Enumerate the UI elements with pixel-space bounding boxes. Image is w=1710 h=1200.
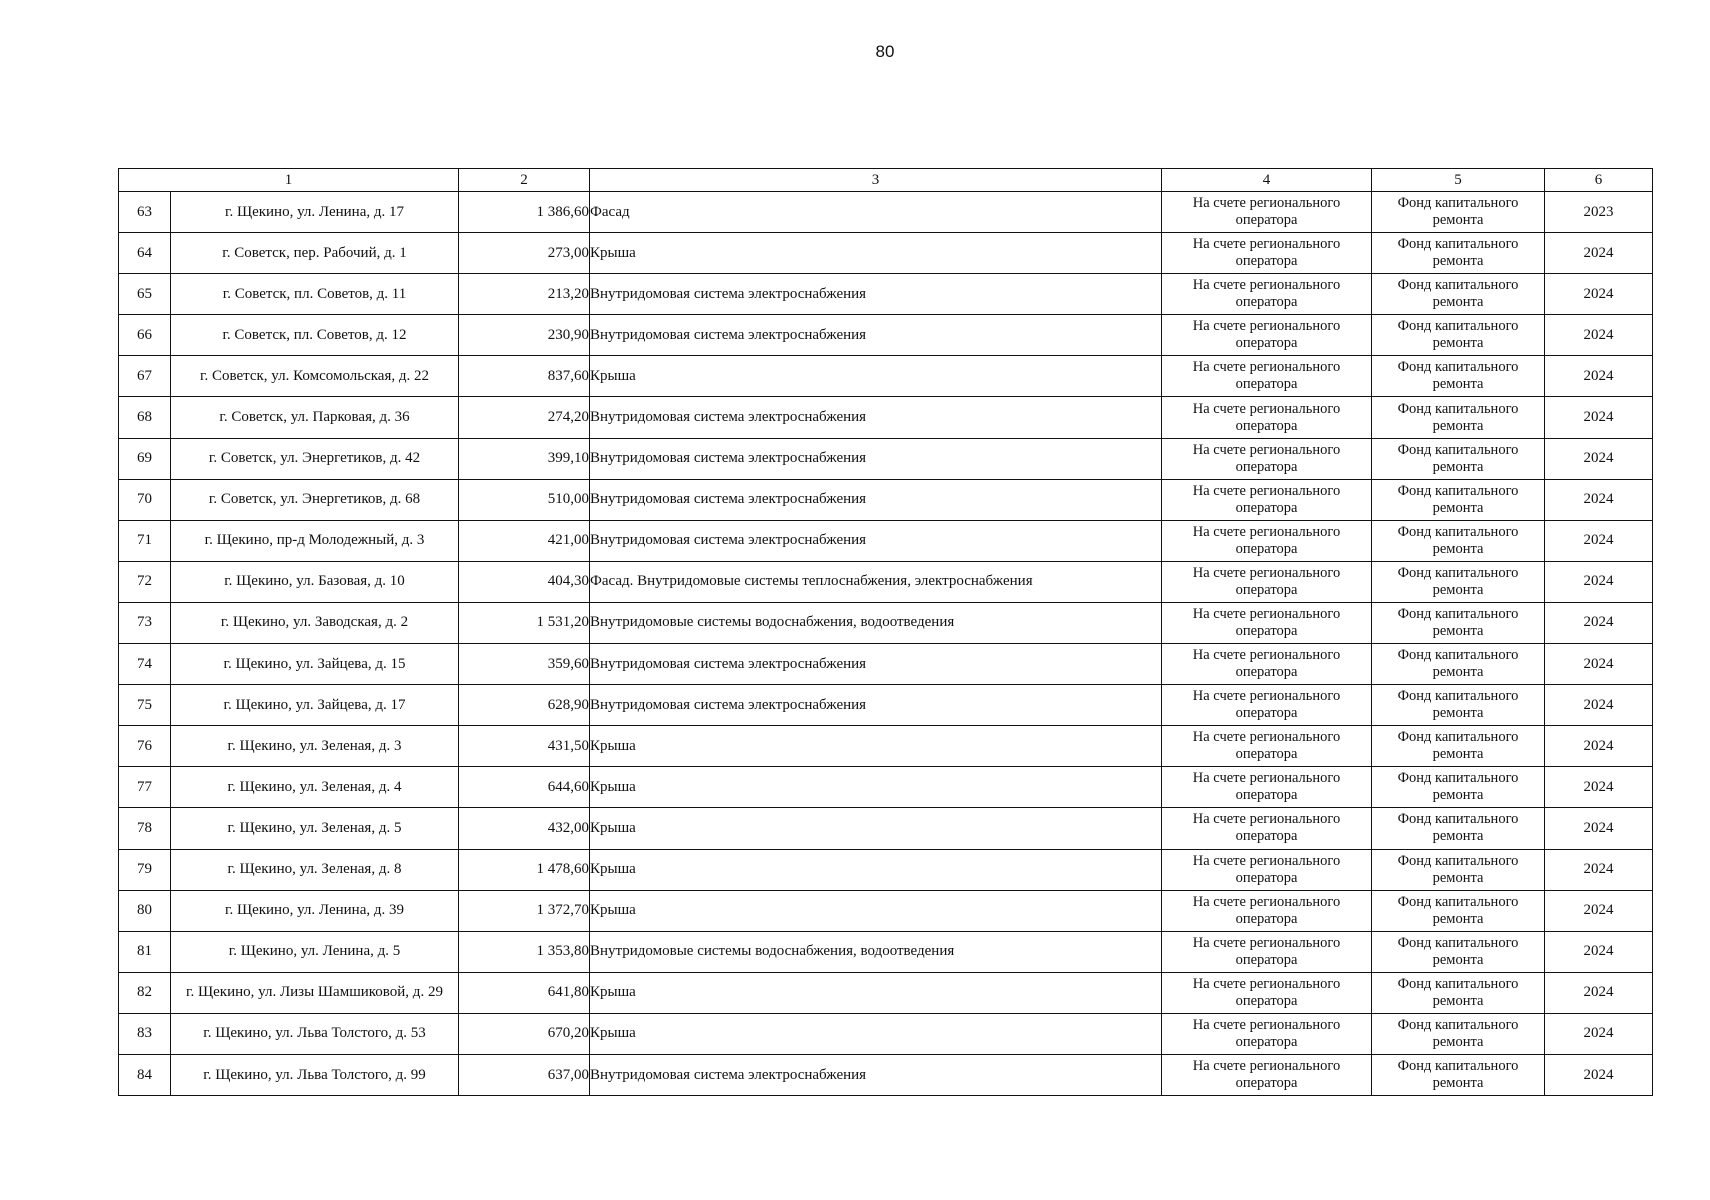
- source-line-1: Фонд капитального: [1397, 564, 1519, 581]
- table-row: [119, 356, 1653, 397]
- building-area: 637,00: [459, 1054, 590, 1095]
- repair-year: 2024: [1545, 397, 1653, 438]
- row-number: 81: [119, 931, 171, 972]
- building-area: 399,10: [459, 438, 590, 479]
- repair-work-type: Внутридомовая система электроснабжения: [590, 685, 1162, 726]
- repair-work-type: Внутридомовая система электроснабжения: [590, 520, 1162, 561]
- source-line-2: ремонта: [1432, 458, 1484, 475]
- repair-year: 2024: [1545, 561, 1653, 602]
- repair-year: 2024: [1545, 438, 1653, 479]
- fund-account-method: [1162, 1054, 1372, 1095]
- fund-account-method: [1162, 644, 1372, 685]
- funding-source: [1372, 479, 1545, 520]
- building-address: г. Советск, ул. Энергетиков, д. 68: [171, 479, 459, 520]
- building-address: г. Щекино, ул. Заводская, д. 2: [171, 602, 459, 643]
- repair-work-type: Крыша: [590, 972, 1162, 1013]
- funding-source: [1372, 233, 1545, 274]
- repair-year: 2024: [1545, 644, 1653, 685]
- repair-work-type: Крыша: [590, 767, 1162, 808]
- building-address: г. Щекино, ул. Базовая, д. 10: [171, 561, 459, 602]
- table-row: [119, 192, 1653, 233]
- building-area: 359,60: [459, 644, 590, 685]
- repair-year: 2023: [1545, 192, 1653, 233]
- source-line-2: ремонта: [1432, 910, 1484, 927]
- repair-program-table: [118, 168, 1653, 1096]
- fund-account-method: [1162, 890, 1372, 931]
- table-row: [119, 602, 1653, 643]
- source-line-2: ремонта: [1432, 1075, 1484, 1092]
- repair-work-type: Внутридомовая система электроснабжения: [590, 274, 1162, 315]
- building-area: 1 353,80: [459, 931, 590, 972]
- repair-year: 2024: [1545, 479, 1653, 520]
- account-line-1: На счете регионального: [1192, 564, 1341, 581]
- building-address: г. Щекино, ул. Зеленая, д. 8: [171, 849, 459, 890]
- repair-work-type: Крыша: [590, 233, 1162, 274]
- column-number-4: 4: [1162, 169, 1372, 192]
- fund-account-method: [1162, 602, 1372, 643]
- column-number-row: [119, 169, 1653, 192]
- building-area: 628,90: [459, 685, 590, 726]
- account-line-1: На счете регионального: [1192, 400, 1341, 417]
- repair-year: 2024: [1545, 767, 1653, 808]
- table-row: [119, 808, 1653, 849]
- row-number: 66: [119, 315, 171, 356]
- repair-work-type: Внутридомовые системы водоснабжения, водоотведения: [590, 602, 1162, 643]
- account-line-1: На счете регионального: [1192, 523, 1341, 540]
- funding-source: [1372, 972, 1545, 1013]
- building-address: г. Советск, пл. Советов, д. 12: [171, 315, 459, 356]
- row-number: 72: [119, 561, 171, 602]
- building-area: 273,00: [459, 233, 590, 274]
- account-line-2: оператора: [1235, 212, 1298, 229]
- source-line-1: Фонд капитального: [1397, 318, 1519, 335]
- fund-account-method: [1162, 397, 1372, 438]
- column-number-6: 6: [1545, 169, 1653, 192]
- repair-work-type: Фасад. Внутридомовые системы теплоснабжения, электроснабжения: [590, 561, 1162, 602]
- row-number: 84: [119, 1054, 171, 1095]
- source-line-2: ремонта: [1432, 376, 1484, 393]
- source-line-2: ремонта: [1432, 212, 1484, 229]
- account-line-1: На счете регионального: [1192, 277, 1341, 294]
- repair-work-type: Крыша: [590, 849, 1162, 890]
- table-row: [119, 397, 1653, 438]
- building-area: 644,60: [459, 767, 590, 808]
- building-address: г. Щекино, ул. Зайцева, д. 15: [171, 644, 459, 685]
- funding-source: [1372, 602, 1545, 643]
- row-number: 83: [119, 1013, 171, 1054]
- repair-work-type: Внутридомовая система электроснабжения: [590, 644, 1162, 685]
- building-address: г. Щекино, ул. Ленина, д. 5: [171, 931, 459, 972]
- funding-source: [1372, 644, 1545, 685]
- table-row: [119, 931, 1653, 972]
- source-line-1: Фонд капитального: [1397, 811, 1519, 828]
- table-row: [119, 1013, 1653, 1054]
- source-line-1: Фонд капитального: [1397, 893, 1519, 910]
- fund-account-method: [1162, 931, 1372, 972]
- account-line-1: На счете регионального: [1192, 1016, 1341, 1033]
- funding-source: [1372, 726, 1545, 767]
- row-number: 80: [119, 890, 171, 931]
- building-area: 432,00: [459, 808, 590, 849]
- source-line-2: ремонта: [1432, 499, 1484, 516]
- source-line-2: ремонта: [1432, 705, 1484, 722]
- table-row: [119, 274, 1653, 315]
- funding-source: [1372, 438, 1545, 479]
- fund-account-method: [1162, 438, 1372, 479]
- fund-account-method: [1162, 726, 1372, 767]
- account-line-1: На счете регионального: [1192, 1058, 1341, 1075]
- repair-year: 2024: [1545, 890, 1653, 931]
- account-line-1: На счете регионального: [1192, 975, 1341, 992]
- source-line-1: Фонд капитального: [1397, 852, 1519, 869]
- source-line-1: Фонд капитального: [1397, 605, 1519, 622]
- building-area: 1 386,60: [459, 192, 590, 233]
- row-number: 78: [119, 808, 171, 849]
- source-line-1: Фонд капитального: [1397, 236, 1519, 253]
- source-line-1: Фонд капитального: [1397, 1058, 1519, 1075]
- account-line-2: оператора: [1235, 458, 1298, 475]
- account-line-2: оператора: [1235, 294, 1298, 311]
- account-line-1: На счете регионального: [1192, 647, 1341, 664]
- table-row: [119, 315, 1653, 356]
- repair-year: 2024: [1545, 726, 1653, 767]
- repair-year: 2024: [1545, 233, 1653, 274]
- building-area: 404,30: [459, 561, 590, 602]
- account-line-2: оператора: [1235, 540, 1298, 557]
- building-address: г. Щекино, ул. Ленина, д. 39: [171, 890, 459, 931]
- source-line-2: ремонта: [1432, 664, 1484, 681]
- source-line-2: ремонта: [1432, 294, 1484, 311]
- repair-year: 2024: [1545, 602, 1653, 643]
- fund-account-method: [1162, 685, 1372, 726]
- building-area: 1 478,60: [459, 849, 590, 890]
- source-line-2: ремонта: [1432, 540, 1484, 557]
- funding-source: [1372, 315, 1545, 356]
- account-line-2: оператора: [1235, 335, 1298, 352]
- row-number: 75: [119, 685, 171, 726]
- account-line-1: На счете регионального: [1192, 482, 1341, 499]
- column-number-5: 5: [1372, 169, 1545, 192]
- row-number: 64: [119, 233, 171, 274]
- building-area: 837,60: [459, 356, 590, 397]
- fund-account-method: [1162, 356, 1372, 397]
- source-line-2: ремонта: [1432, 581, 1484, 598]
- table-row: [119, 726, 1653, 767]
- account-line-2: оператора: [1235, 417, 1298, 434]
- source-line-1: Фонд капитального: [1397, 359, 1519, 376]
- account-line-2: оператора: [1235, 581, 1298, 598]
- row-number: 77: [119, 767, 171, 808]
- account-line-1: На счете регионального: [1192, 811, 1341, 828]
- repair-year: 2024: [1545, 274, 1653, 315]
- table-row: [119, 972, 1653, 1013]
- repair-year: 2024: [1545, 849, 1653, 890]
- account-line-2: оператора: [1235, 622, 1298, 639]
- account-line-2: оператора: [1235, 746, 1298, 763]
- funding-source: [1372, 1013, 1545, 1054]
- building-address: г. Щекино, ул. Ленина, д. 17: [171, 192, 459, 233]
- row-number: 67: [119, 356, 171, 397]
- funding-source: [1372, 808, 1545, 849]
- source-line-2: ремонта: [1432, 622, 1484, 639]
- fund-account-method: [1162, 972, 1372, 1013]
- funding-source: [1372, 849, 1545, 890]
- row-number: 76: [119, 726, 171, 767]
- account-line-2: оператора: [1235, 787, 1298, 804]
- funding-source: [1372, 931, 1545, 972]
- repair-year: 2024: [1545, 1013, 1653, 1054]
- table-row: [119, 849, 1653, 890]
- building-area: 431,50: [459, 726, 590, 767]
- fund-account-method: [1162, 849, 1372, 890]
- repair-year: 2024: [1545, 1054, 1653, 1095]
- building-area: 670,20: [459, 1013, 590, 1054]
- fund-account-method: [1162, 520, 1372, 561]
- repair-work-type: Внутридомовая система электроснабжения: [590, 1054, 1162, 1095]
- building-address: г. Щекино, пр-д Молодежный, д. 3: [171, 520, 459, 561]
- account-line-1: На счете регионального: [1192, 318, 1341, 335]
- table-row: [119, 561, 1653, 602]
- source-line-1: Фонд капитального: [1397, 1016, 1519, 1033]
- building-address: г. Советск, ул. Парковая, д. 36: [171, 397, 459, 438]
- funding-source: [1372, 767, 1545, 808]
- funding-source: [1372, 685, 1545, 726]
- building-address: г. Щекино, ул. Льва Толстого, д. 99: [171, 1054, 459, 1095]
- building-address: г. Советск, ул. Комсомольская, д. 22: [171, 356, 459, 397]
- source-line-1: Фонд капитального: [1397, 975, 1519, 992]
- account-line-2: оператора: [1235, 869, 1298, 886]
- source-line-2: ремонта: [1432, 869, 1484, 886]
- account-line-2: оператора: [1235, 951, 1298, 968]
- row-number: 69: [119, 438, 171, 479]
- fund-account-method: [1162, 192, 1372, 233]
- repair-work-type: Крыша: [590, 808, 1162, 849]
- row-number: 70: [119, 479, 171, 520]
- funding-source: [1372, 192, 1545, 233]
- table-row: [119, 767, 1653, 808]
- building-address: г. Советск, пл. Советов, д. 11: [171, 274, 459, 315]
- source-line-2: ремонта: [1432, 828, 1484, 845]
- source-line-2: ремонта: [1432, 335, 1484, 352]
- repair-year: 2024: [1545, 520, 1653, 561]
- table-row: [119, 1054, 1653, 1095]
- repair-year: 2024: [1545, 315, 1653, 356]
- repair-work-type: Фасад: [590, 192, 1162, 233]
- source-line-1: Фонд капитального: [1397, 482, 1519, 499]
- row-number: 63: [119, 192, 171, 233]
- account-line-1: На счете регионального: [1192, 605, 1341, 622]
- source-line-1: Фонд капитального: [1397, 441, 1519, 458]
- account-line-2: оператора: [1235, 705, 1298, 722]
- repair-year: 2024: [1545, 808, 1653, 849]
- funding-source: [1372, 356, 1545, 397]
- account-line-2: оператора: [1235, 992, 1298, 1009]
- repair-work-type: Крыша: [590, 356, 1162, 397]
- repair-year: 2024: [1545, 685, 1653, 726]
- table-row: [119, 479, 1653, 520]
- source-line-2: ремонта: [1432, 253, 1484, 270]
- row-number: 79: [119, 849, 171, 890]
- building-address: г. Щекино, ул. Зеленая, д. 4: [171, 767, 459, 808]
- repair-work-type: Крыша: [590, 890, 1162, 931]
- row-number: 68: [119, 397, 171, 438]
- building-address: г. Щекино, ул. Зайцева, д. 17: [171, 685, 459, 726]
- source-line-2: ремонта: [1432, 951, 1484, 968]
- fund-account-method: [1162, 315, 1372, 356]
- building-address: г. Щекино, ул. Зеленая, д. 5: [171, 808, 459, 849]
- table-row: [119, 438, 1653, 479]
- funding-source: [1372, 890, 1545, 931]
- account-line-1: На счете регионального: [1192, 770, 1341, 787]
- fund-account-method: [1162, 274, 1372, 315]
- funding-source: [1372, 1054, 1545, 1095]
- repair-work-type: Внутридомовая система электроснабжения: [590, 479, 1162, 520]
- source-line-2: ремонта: [1432, 417, 1484, 434]
- account-line-1: На счете регионального: [1192, 852, 1341, 869]
- building-area: 510,00: [459, 479, 590, 520]
- fund-account-method: [1162, 808, 1372, 849]
- building-address: г. Советск, ул. Энергетиков, д. 42: [171, 438, 459, 479]
- account-line-1: На счете регионального: [1192, 236, 1341, 253]
- account-line-1: На счете регионального: [1192, 729, 1341, 746]
- source-line-2: ремонта: [1432, 992, 1484, 1009]
- table-row: [119, 520, 1653, 561]
- building-area: 274,20: [459, 397, 590, 438]
- table-row: [119, 685, 1653, 726]
- repair-work-type: Крыша: [590, 1013, 1162, 1054]
- source-line-1: Фонд капитального: [1397, 523, 1519, 540]
- account-line-2: оператора: [1235, 499, 1298, 516]
- funding-source: [1372, 274, 1545, 315]
- fund-account-method: [1162, 233, 1372, 274]
- funding-source: [1372, 520, 1545, 561]
- source-line-2: ремонта: [1432, 787, 1484, 804]
- row-number: 71: [119, 520, 171, 561]
- source-line-1: Фонд капитального: [1397, 934, 1519, 951]
- row-number: 73: [119, 602, 171, 643]
- account-line-2: оператора: [1235, 828, 1298, 845]
- funding-source: [1372, 397, 1545, 438]
- building-area: 213,20: [459, 274, 590, 315]
- fund-account-method: [1162, 561, 1372, 602]
- source-line-2: ремонта: [1432, 1033, 1484, 1050]
- account-line-2: оператора: [1235, 1033, 1298, 1050]
- fund-account-method: [1162, 1013, 1372, 1054]
- repair-year: 2024: [1545, 931, 1653, 972]
- fund-account-method: [1162, 479, 1372, 520]
- building-address: г. Щекино, ул. Льва Толстого, д. 53: [171, 1013, 459, 1054]
- source-line-1: Фонд капитального: [1397, 277, 1519, 294]
- table-row: [119, 644, 1653, 685]
- building-address: г. Щекино, ул. Зеленая, д. 3: [171, 726, 459, 767]
- source-line-1: Фонд капитального: [1397, 400, 1519, 417]
- building-area: 230,90: [459, 315, 590, 356]
- building-area: 1 531,20: [459, 602, 590, 643]
- row-number: 82: [119, 972, 171, 1013]
- account-line-2: оператора: [1235, 910, 1298, 927]
- column-number-2: 2: [459, 169, 590, 192]
- table-body: [119, 192, 1653, 1096]
- source-line-1: Фонд капитального: [1397, 647, 1519, 664]
- source-line-2: ремонта: [1432, 746, 1484, 763]
- column-number-1: 1: [119, 169, 459, 192]
- repair-work-type: Крыша: [590, 726, 1162, 767]
- building-area: 641,80: [459, 972, 590, 1013]
- table-row: [119, 890, 1653, 931]
- source-line-1: Фонд капитального: [1397, 688, 1519, 705]
- source-line-1: Фонд капитального: [1397, 195, 1519, 212]
- repair-year: 2024: [1545, 356, 1653, 397]
- repair-work-type: Внутридомовая система электроснабжения: [590, 315, 1162, 356]
- account-line-1: На счете регионального: [1192, 359, 1341, 376]
- repair-year: 2024: [1545, 972, 1653, 1013]
- building-address: г. Советск, пер. Рабочий, д. 1: [171, 233, 459, 274]
- account-line-1: На счете регионального: [1192, 934, 1341, 951]
- row-number: 74: [119, 644, 171, 685]
- column-number-3: 3: [590, 169, 1162, 192]
- source-line-1: Фонд капитального: [1397, 729, 1519, 746]
- table-row: [119, 233, 1653, 274]
- account-line-2: оператора: [1235, 376, 1298, 393]
- fund-account-method: [1162, 767, 1372, 808]
- account-line-1: На счете регионального: [1192, 893, 1341, 910]
- account-line-1: На счете регионального: [1192, 441, 1341, 458]
- building-address: г. Щекино, ул. Лизы Шамшиковой, д. 29: [171, 972, 459, 1013]
- source-line-1: Фонд капитального: [1397, 770, 1519, 787]
- account-line-2: оператора: [1235, 253, 1298, 270]
- funding-source: [1372, 561, 1545, 602]
- building-area: 1 372,70: [459, 890, 590, 931]
- repair-work-type: Внутридомовая система электроснабжения: [590, 397, 1162, 438]
- page-number: 80: [875, 42, 895, 61]
- repair-work-type: Внутридомовая система электроснабжения: [590, 438, 1162, 479]
- account-line-1: На счете регионального: [1192, 195, 1341, 212]
- building-area: 421,00: [459, 520, 590, 561]
- row-number: 65: [119, 274, 171, 315]
- account-line-1: На счете регионального: [1192, 688, 1341, 705]
- account-line-2: оператора: [1235, 664, 1298, 681]
- repair-work-type: Внутридомовые системы водоснабжения, водоотведения: [590, 931, 1162, 972]
- account-line-2: оператора: [1235, 1075, 1298, 1092]
